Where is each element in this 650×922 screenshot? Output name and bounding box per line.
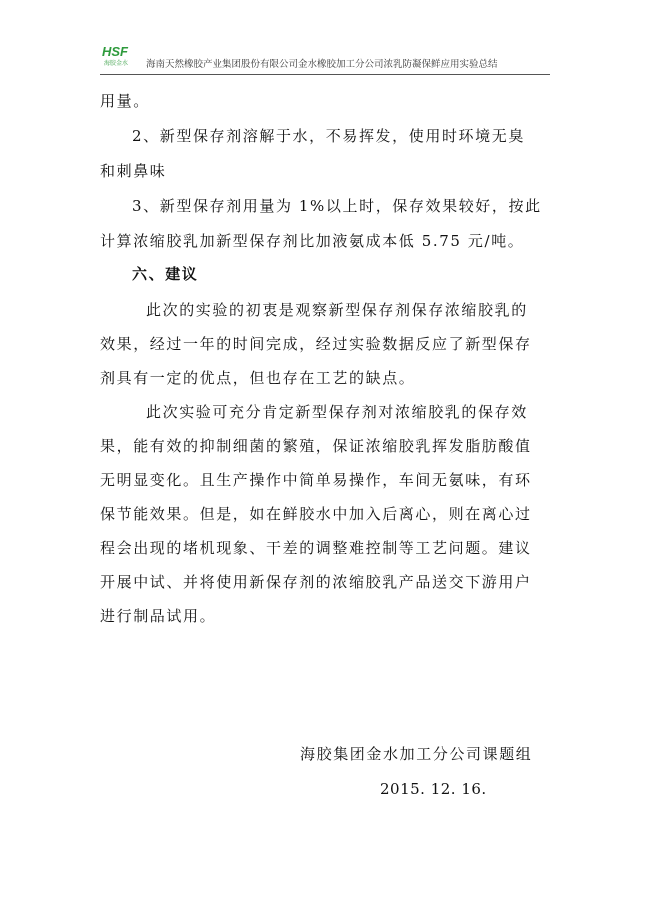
company-logo — [100, 44, 144, 68]
body-line-3: 和刺鼻味 — [100, 162, 167, 180]
body-line-12: 无明显变化。且生产操作中简单易操作，车间无氨味，有环 — [100, 471, 532, 489]
body-line-7: 此次的实验的初衷是观察新型保存剂保存浓缩胶乳的 — [146, 301, 528, 319]
body-line-11: 果，能有效的抑制细菌的繁殖，保证浓缩胶乳挥发脂肪酸值 — [100, 437, 532, 455]
page-header — [100, 44, 550, 75]
body-line-10: 此次实验可充分肯定新型保存剂对浓缩胶乳的保存效 — [146, 403, 528, 421]
body-line-13: 保节能效果。但是，如在鲜胶水中加入后离心，则在离心过 — [100, 505, 532, 523]
logo-mark: HSF — [102, 44, 128, 59]
body-line-1: 用量。 — [100, 92, 150, 110]
body-line-8: 效果，经过一年的时间完成，经过实验数据反应了新型保存 — [100, 335, 532, 353]
section-heading-suggestions: 六、建议 — [132, 265, 199, 283]
logo-subtext: 海胶金水 — [104, 60, 129, 67]
signature-org: 海胶集团金水加工分公司课题组 — [300, 745, 533, 763]
body-line-16: 进行制品试用。 — [100, 607, 217, 625]
header-title: 海南天然橡胶产业集团股份有限公司金水橡胶加工分公司浓乳防凝保鲜应用实验总结 — [146, 59, 498, 70]
body-line-14: 程会出现的堵机现象、干差的调整难控制等工艺问题。建议 — [100, 539, 532, 557]
body-line-4: 3、新型保存剂用量为 1%以上时，保存效果较好，按此 — [132, 197, 542, 215]
body-line-15: 开展中试、并将使用新保存剂的浓缩胶乳产品送交下游用户 — [100, 573, 532, 591]
body-line-9: 剂具有一定的优点，但也存在工艺的缺点。 — [100, 369, 416, 387]
signature-date: 2015. 12. 16. — [380, 780, 487, 798]
body-line-2: 2、新型保存剂溶解于水，不易挥发，使用时环境无臭 — [132, 127, 525, 145]
body-line-5: 计算浓缩胶乳加新型保存剂比加液氨成本低 5.75 元/吨。 — [100, 232, 525, 250]
